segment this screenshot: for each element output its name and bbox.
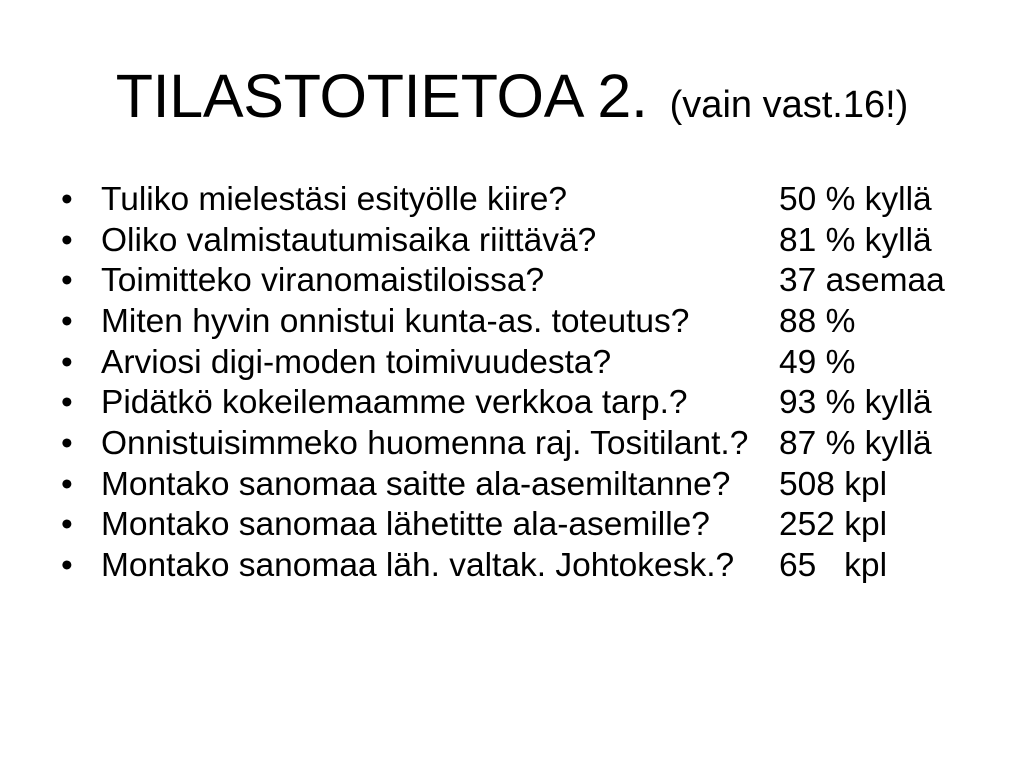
answer-text: 88 % (779, 302, 856, 340)
bullet-icon: • (61, 465, 73, 503)
answer-text: 252 kpl (779, 506, 888, 544)
question-text: Toimitteko viranomaistiloissa? (101, 262, 545, 300)
answer-text: 81 % kyllä (779, 221, 932, 259)
answer-text: 65 kpl (779, 546, 888, 584)
bullet-icon: • (61, 181, 73, 218)
question-text: Miten hyvin onnistui kunta-as. toteutus? (101, 302, 690, 340)
statistics-list (0, 180, 1024, 587)
question-text: Montako sanomaa läh. valtak. Johtokesk.? (101, 546, 735, 584)
slide-title (0, 62, 1024, 130)
bullet-icon: • (61, 506, 73, 544)
question-text: Montako sanomaa saitte ala-asemiltanne? (101, 465, 731, 503)
list-item (0, 546, 1024, 587)
list-item (0, 180, 1024, 221)
answer-text: 37 asemaa (779, 262, 945, 300)
list-item (0, 261, 1024, 302)
list-item (0, 505, 1024, 546)
bullet-icon: • (61, 262, 73, 300)
answer-text: 49 % (779, 343, 856, 381)
answer-text: 87 % kyllä (779, 424, 932, 462)
question-text: Montako sanomaa lähetitte ala-asemille? (101, 506, 710, 544)
question-text: Pidätkö kokeilemaamme verkkoa tarp.? (101, 384, 688, 422)
list-item (0, 302, 1024, 343)
question-text: Tuliko mielestäsi esityölle kiire? (101, 181, 568, 218)
list-item (0, 383, 1024, 424)
list-item (0, 343, 1024, 384)
question-text: Arviosi digi-moden toimivuudesta? (101, 343, 612, 381)
bullet-icon: • (61, 546, 73, 584)
title-main: TILASTOTIETOA 2. (115, 62, 648, 130)
answer-text: 508 kpl (779, 465, 888, 503)
bullet-icon: • (61, 221, 73, 259)
answer-text: 93 % kyllä (779, 384, 932, 422)
list-item (0, 424, 1024, 465)
bullet-icon: • (61, 424, 73, 462)
list-item (0, 465, 1024, 506)
bullet-icon: • (61, 384, 73, 422)
bullet-icon: • (61, 343, 73, 381)
list-item (0, 221, 1024, 262)
bullet-icon: • (61, 302, 73, 340)
answer-text: 50 % kyllä (779, 181, 932, 218)
question-text: Oliko valmistautumisaika riittävä? (101, 221, 597, 259)
question-text: Onnistuisimmeko huomenna raj. Tositilant.? (101, 424, 749, 462)
title-subtitle: (vain vast.16!) (669, 84, 909, 126)
